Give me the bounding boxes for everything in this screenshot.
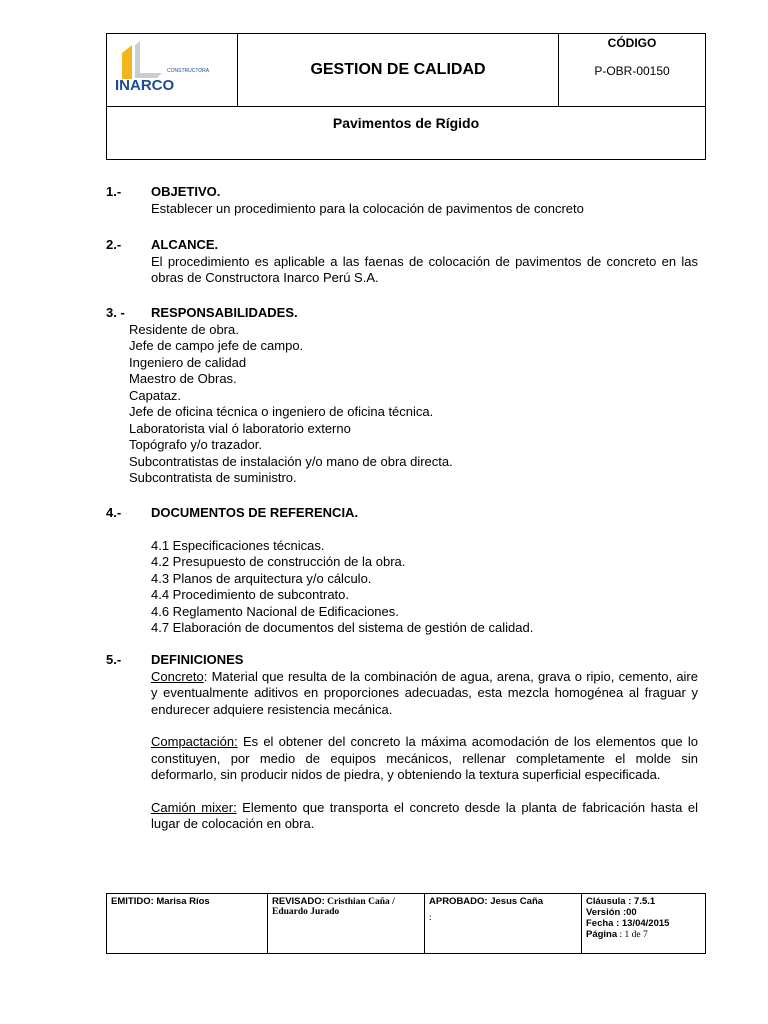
list-item: Capataz. bbox=[129, 387, 182, 403]
section-title: ALCANCE. bbox=[151, 237, 219, 252]
footer-aprobado bbox=[425, 894, 582, 954]
section-objetivo bbox=[106, 184, 698, 217]
section-number: 5.- bbox=[106, 652, 122, 667]
header-table bbox=[106, 33, 706, 160]
definition-concreto bbox=[106, 669, 698, 719]
version-text: Versión :00 bbox=[586, 907, 637, 918]
doc-title: GESTION DE CALIDAD bbox=[238, 34, 559, 107]
definition-text: Elemento que transporta el concreto desde la planta de fabricación hasta el lugar de colocación en obra. bbox=[151, 799, 698, 831]
list-item: Maestro de Obras. bbox=[129, 371, 237, 386]
section-documentos bbox=[106, 505, 698, 637]
code-value: P-OBR-00150 bbox=[594, 64, 670, 78]
logo-cell bbox=[107, 34, 238, 107]
section-title: OBJETIVO. bbox=[151, 184, 221, 199]
logo-name-text: INARCO bbox=[115, 77, 175, 94]
doc-subtitle: Pavimentos de Rígido bbox=[107, 107, 706, 160]
aprobado-colon: : bbox=[429, 913, 432, 923]
pagina-value: : 1 de 7 bbox=[617, 930, 648, 940]
list-item: Subcontratista de suministro. bbox=[129, 470, 297, 485]
clausula-text: Cláusula : 7.5.1 bbox=[586, 896, 656, 907]
list-item: 4.4 Procedimiento de subcontrato. bbox=[151, 587, 350, 602]
section-heading bbox=[106, 505, 698, 522]
section-heading bbox=[106, 652, 698, 669]
definition-term: Camión mixer: bbox=[151, 799, 237, 815]
pagina-label: Página bbox=[586, 929, 618, 940]
list-item: Residente de obra. bbox=[129, 321, 239, 337]
section-heading bbox=[106, 184, 698, 201]
section-responsabilidades bbox=[106, 305, 698, 487]
revisado-value: Cristhian Caña / Eduardo Jurado bbox=[272, 897, 395, 917]
section-title: RESPONSABILIDADES. bbox=[151, 305, 298, 320]
footer-emitido bbox=[107, 894, 268, 954]
list-item: 4.6 Reglamento Nacional de Edificaciones. bbox=[151, 603, 399, 619]
section-alcance bbox=[106, 237, 698, 287]
inarco-logo bbox=[112, 39, 232, 101]
list-item: 4.1 Especificaciones técnicas. bbox=[151, 537, 325, 553]
section-number: 4.- bbox=[106, 505, 122, 520]
list-item: Subcontratistas de instalación y/o mano de obra directa. bbox=[129, 453, 453, 469]
section-heading bbox=[106, 305, 698, 322]
section-text: Establecer un procedimiento para la colocación de pavimentos de concreto bbox=[151, 200, 584, 216]
definition-camion-mixer bbox=[106, 800, 698, 833]
footer-revisado bbox=[268, 894, 425, 954]
revisado-label: REVISADO: bbox=[272, 896, 325, 907]
list-item: Jefe de campo jefe de campo. bbox=[129, 338, 304, 353]
definition-text: : Material que resulta de la combinación de agua, arena, grava o ripio, cemento, aire y eventualmente aditivos en proporciones adecuadas, esta mezcla homogénea al fraguar y endurecer adquiere resistencia mecánica. bbox=[151, 668, 698, 717]
definition-term: Concreto bbox=[151, 668, 204, 684]
logo-small-text: CONSTRUCTORA bbox=[167, 68, 210, 74]
referencias-list bbox=[106, 538, 698, 637]
section-title: DOCUMENTOS DE REFERENCIA. bbox=[151, 505, 359, 520]
footer-table bbox=[106, 893, 706, 954]
section-heading bbox=[106, 237, 698, 254]
list-item: Ingeniero de calidad bbox=[129, 354, 247, 370]
definition-term: Compactación: bbox=[151, 734, 238, 749]
logo-grey-bar bbox=[135, 41, 140, 73]
section-number: 1.- bbox=[106, 184, 122, 199]
section-title: DEFINICIONES bbox=[151, 652, 244, 667]
emitido-text: EMITIDO: Marisa Ríos bbox=[111, 896, 210, 907]
definition-compactacion bbox=[106, 734, 698, 784]
aprobado-text: APROBADO: Jesus Caña bbox=[429, 896, 544, 907]
list-item: Laboratorista vial ó laboratorio externo bbox=[129, 420, 351, 436]
responsabilidades-list bbox=[106, 322, 698, 487]
section-definiciones bbox=[106, 652, 698, 833]
section-number: 2.- bbox=[106, 237, 122, 252]
list-item: 4.3 Planos de arquitectura y/o cálculo. bbox=[151, 570, 372, 586]
list-item: Jefe de oficina técnica o ingeniero de oficina técnica. bbox=[129, 404, 434, 419]
list-item: Topógrafo y/o trazador. bbox=[129, 437, 262, 452]
list-item: 4.7 Elaboración de documentos del sistema de gestión de calidad. bbox=[151, 620, 534, 635]
logo-yellow-block bbox=[122, 45, 132, 79]
list-item: 4.2 Presupuesto de construcción de la obra. bbox=[151, 554, 406, 569]
section-number: 3. - bbox=[106, 305, 125, 320]
definition-text: Es el obtener del concreto la máxima acomodación de los elementos que lo constituyen, por medio de equipos mecánicos, rellenar completamente el molde sin deformarlo, sin producir nidos de piedra, y obteniendo la textura superficial especificada. bbox=[151, 734, 698, 782]
fecha-text: Fecha : 13/04/2015 bbox=[586, 918, 670, 929]
pagina-text bbox=[586, 929, 701, 940]
code-label: CÓDIGO bbox=[607, 36, 657, 50]
code-cell bbox=[559, 34, 706, 107]
footer-meta bbox=[582, 894, 706, 954]
section-text: El procedimiento es aplicable a las faenas de colocación de pavimentos de concreto en las obras de Constructora Inarco Perú S.A. bbox=[151, 253, 698, 285]
